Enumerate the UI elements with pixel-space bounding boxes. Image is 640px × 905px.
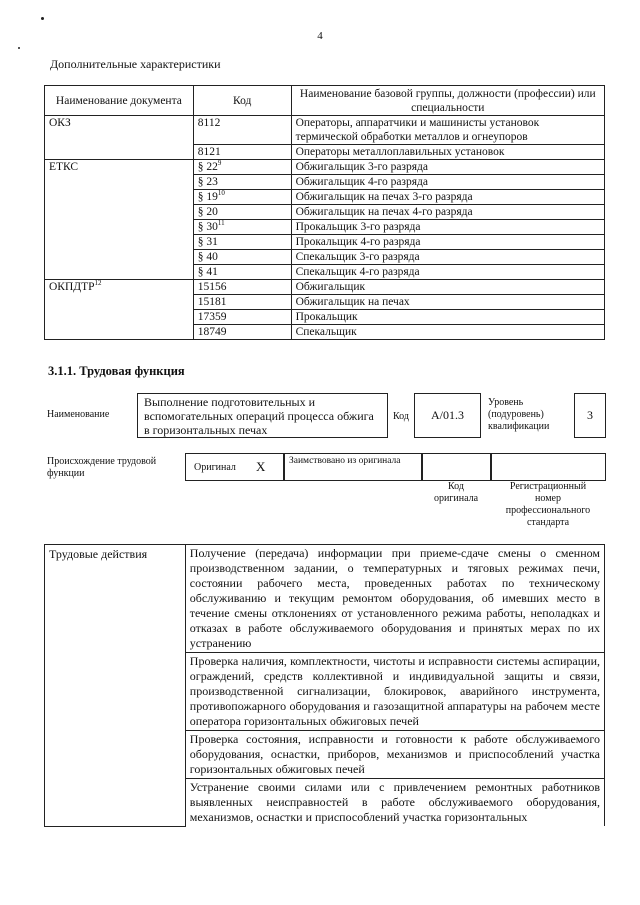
doc-cell (45, 325, 194, 340)
code-cell (193, 280, 291, 295)
group-name-cell: Обжигальщик на печах 4-го разряда (291, 205, 604, 220)
table-row (45, 235, 605, 250)
level-label: Уровень (подуровень) квалификации (488, 397, 550, 432)
original-box (185, 453, 285, 481)
group-name-cell: Обжигальщик 4-го разряда (291, 175, 604, 190)
group-name-cell: Обжигальщик на печах 3-го разряда (291, 190, 604, 205)
doc-cell (45, 145, 194, 160)
doc-cell (45, 295, 194, 310)
doc-cell (45, 265, 194, 280)
code-text: § 20 (197, 206, 218, 218)
group-name-cell: Спекальщик 3-го разряда (291, 250, 604, 265)
code-cell (193, 325, 291, 340)
code-cell (193, 310, 291, 325)
doc-cell (45, 250, 194, 265)
code-text: 17359 (197, 311, 227, 323)
header-document: Наименование документа (45, 86, 194, 116)
doc-cell (45, 280, 194, 295)
table-row (45, 145, 605, 160)
scan-dot (41, 17, 44, 20)
table-row (45, 325, 605, 340)
labor-actions-label: Трудовые действия (45, 545, 186, 827)
reg-number-box (490, 453, 606, 481)
function-name-value: Выполнение подготовительных и вспомогательных операций процесса обжига в горизонтальных печах (144, 395, 374, 437)
code-cell (193, 116, 291, 145)
header-group-name: Наименование базовой группы, должности (профессии) или специальности (291, 86, 604, 116)
code-label: Код (393, 411, 409, 422)
table-row (45, 175, 605, 190)
table-row (45, 116, 605, 145)
reg-number-label: Регистрационный номер профессионального стандарта (505, 481, 591, 528)
footnote-ref: 11 (217, 219, 225, 228)
table-row (45, 310, 605, 325)
footnote-ref: 12 (94, 279, 102, 288)
code-cell (193, 295, 291, 310)
footnote-ref: 10 (217, 189, 225, 198)
code-cell (193, 265, 291, 280)
table-row (45, 280, 605, 295)
group-name-cell: Обжигальщик на печах (291, 295, 604, 310)
code-original-label: Код оригинала (433, 481, 479, 504)
group-name-cell: Спекальщик (291, 325, 604, 340)
function-code-box (414, 393, 481, 438)
code-text: § 40 (197, 251, 218, 263)
doc-cell (45, 235, 194, 250)
group-name-cell: Операторы металлоплавильных установок (291, 145, 604, 160)
doc-cell (45, 190, 194, 205)
doc-cell (45, 310, 194, 325)
code-cell (193, 190, 291, 205)
doc-cell (45, 175, 194, 190)
labor-action-row (45, 545, 605, 653)
table-row (45, 220, 605, 235)
group-name-cell: Обжигальщик 3-го разряда (291, 160, 604, 175)
borrowed-box (283, 453, 423, 481)
additional-characteristics-table (44, 85, 605, 340)
code-text: § 41 (197, 266, 218, 278)
group-name-cell: Спекальщик 4-го разряда (291, 265, 604, 280)
group-name-cell: Обжигальщик (291, 280, 604, 295)
doc-text: ОКЗ (49, 117, 71, 129)
doc-cell (45, 116, 194, 145)
footnote-ref: 9 (217, 159, 222, 168)
code-cell (193, 220, 291, 235)
group-name-cell: Прокальщик 3-го разряда (291, 220, 604, 235)
table-header-row (45, 86, 605, 116)
code-cell (193, 250, 291, 265)
doc-cell (45, 205, 194, 220)
table-row (45, 160, 605, 175)
code-text: 8121 (197, 146, 221, 158)
labor-action-text: Проверка наличия, комплектности, чистоты и исправности системы аспирации, ограждений, средств коллективной и индивидуальной защиты и связи, производственной сигнализации, блокировок, аварийного инструмента, противопожарного оборудования и газозащитной аппаратуры на рабочем месте оператора горизонтальных обжиговых печей (185, 653, 604, 731)
table-row (45, 295, 605, 310)
table-row (45, 250, 605, 265)
page-number: 4 (317, 30, 323, 42)
code-cell (193, 175, 291, 190)
code-text: § 19 (197, 191, 218, 203)
original-mark: Х (256, 459, 266, 474)
code-text: § 23 (197, 176, 218, 188)
code-text: § 22 (197, 161, 218, 173)
doc-cell (45, 160, 194, 175)
scan-dot (18, 47, 20, 49)
code-cell (193, 205, 291, 220)
doc-cell (45, 220, 194, 235)
labor-action-text: Проверка состояния, исправности и готовности к работе обслуживаемого оборудования, оснастки, приборов, механизмов и приспособлений участка горизонтальных обжиговых печей (185, 731, 604, 779)
section-title: 3.1.1. Трудовая функция (48, 364, 185, 378)
table-row (45, 205, 605, 220)
code-text: § 31 (197, 236, 218, 248)
code-cell (193, 235, 291, 250)
group-name-cell: Прокальщик 4-го разряда (291, 235, 604, 250)
additional-characteristics-title: Дополнительные характеристики (50, 57, 221, 71)
code-original-box (421, 453, 492, 481)
header-code: Код (193, 86, 291, 116)
code-text: § 30 (197, 221, 218, 233)
labor-action-text: Получение (передача) информации при приеме-сдаче смены о сменном производственном задании, о температурных и тяговых режимах печи, состоянии рабочего места, проведенных работах по техническому обслуживанию и текущим ремонтом оборудования, об имевших место в течение смены отклонениях от установленного режима работы, неполадках и отказах в работе обслуживаемого оборудования и принятых мерах по их устранению (185, 545, 604, 653)
function-code-value: А/01.3 (431, 408, 464, 422)
level-value: 3 (587, 408, 593, 422)
table-row (45, 265, 605, 280)
origin-label: Происхождение трудовой функции (47, 456, 157, 479)
doc-text: ЕТКС (49, 161, 79, 173)
code-text: 15156 (197, 281, 227, 293)
labor-actions-table (44, 544, 605, 827)
level-box (574, 393, 606, 438)
doc-text: ОКПДТР (49, 281, 95, 293)
code-text: 15181 (197, 296, 227, 308)
code-cell (193, 145, 291, 160)
code-cell (193, 160, 291, 175)
code-text: 18749 (197, 326, 227, 338)
function-name-box (137, 393, 388, 438)
original-label: Оригинал (194, 462, 236, 473)
borrowed-label: Заимствовано из оригинала (289, 456, 401, 466)
table-row (45, 190, 605, 205)
group-name-cell: Прокальщик (291, 310, 604, 325)
labor-action-text: Устранение своими силами или с привлечением ремонтных работников выявленных неисправностей в работе обслуживаемого оборудования, механизмов, оснастки и приспособлений участка горизонтальных (185, 779, 604, 827)
name-label: Наименование (47, 409, 110, 420)
code-text: 8112 (197, 117, 221, 129)
group-name-cell: Операторы, аппаратчики и машинисты установок термической обработки металлов и огнеупоров (291, 116, 604, 145)
